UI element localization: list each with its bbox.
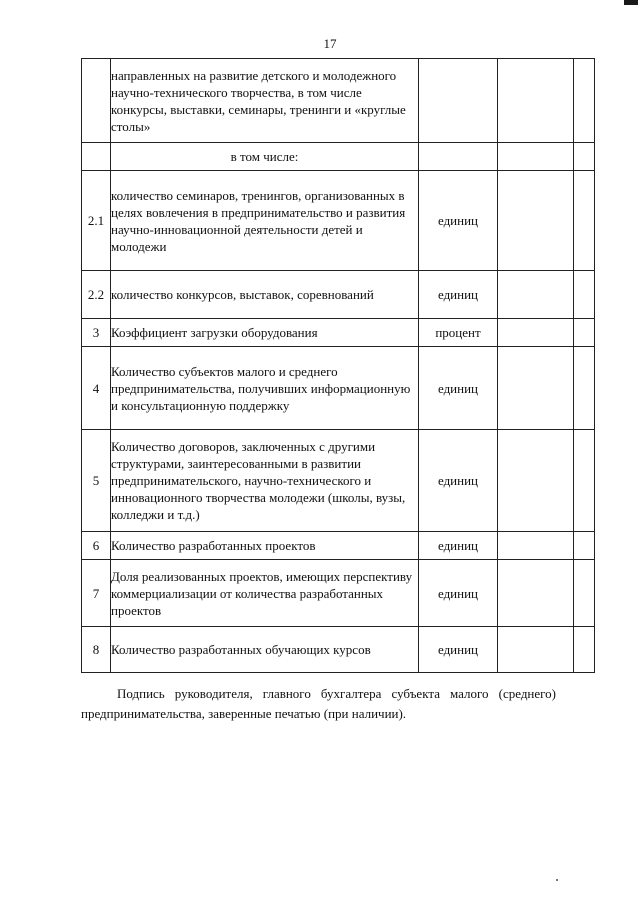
- scan-artifact-dot: [556, 879, 558, 881]
- table-subheader-row: [82, 143, 595, 171]
- row-number-cell: [82, 347, 111, 430]
- value-cell: [574, 532, 595, 560]
- unit-cell: [419, 171, 498, 271]
- value-cell: [498, 59, 574, 143]
- table-row: [82, 560, 595, 627]
- value-cell: [498, 319, 574, 347]
- indicator-name: Доля реализованных проектов, имеющих перспективу коммерциализации от количества разработанных проектов: [111, 568, 413, 618]
- table-row: [82, 532, 595, 560]
- value-cell: [498, 532, 574, 560]
- value-cell: [498, 271, 574, 319]
- unit-label: единиц: [437, 642, 479, 657]
- indicator-name: количество семинаров, тренингов, организованных в целях вовлечения в предпринимательство и развития научно-инновационной деятельности детей и молодежи: [111, 187, 406, 254]
- indicator-name: Количество субъектов малого и среднего предпринимательства, получивших информационную и консультационную поддержку: [111, 363, 411, 413]
- unit-label: единиц: [437, 213, 479, 228]
- unit-label: единиц: [437, 585, 479, 601]
- table-row: [82, 59, 595, 143]
- signature-note: Подпись руководителя, главного бухгалтера субъекта малого (среднего) предпринимательства, заверенные печатью (при наличии).: [81, 686, 556, 721]
- row-number: 8: [92, 642, 100, 657]
- unit-cell: [419, 347, 498, 430]
- row-number-cell: [82, 271, 111, 319]
- row-number-cell: [82, 430, 111, 532]
- value-cell: [574, 347, 595, 430]
- indicator-name: Количество разработанных проектов: [111, 538, 316, 553]
- unit-cell: [419, 532, 498, 560]
- row-number-cell: [82, 319, 111, 347]
- value-cell: [498, 627, 574, 673]
- unit-label: единиц: [437, 287, 479, 302]
- value-cell: [574, 143, 595, 171]
- unit-cell: [419, 143, 498, 171]
- unit-label: процент: [435, 325, 481, 340]
- indicator-name-cell: [111, 627, 419, 673]
- value-cell: [574, 271, 595, 319]
- scan-corner-mark: [624, 0, 638, 5]
- indicator-name-cell: [111, 560, 419, 627]
- value-cell: [574, 319, 595, 347]
- row-number: 2.1: [87, 213, 105, 228]
- unit-cell: [419, 627, 498, 673]
- row-number-cell: [82, 532, 111, 560]
- value-cell: [574, 560, 595, 627]
- value-cell: [574, 59, 595, 143]
- indicator-name-cell: [111, 532, 419, 560]
- table-row: [82, 627, 595, 673]
- value-cell: [498, 143, 574, 171]
- indicator-name-cell: [111, 171, 419, 271]
- page-number: 17: [323, 36, 337, 51]
- unit-cell: [419, 271, 498, 319]
- indicator-name: Количество договоров, заключенных с другими структурами, заинтересованными в развитии предпринимательского, научно-технического и инновационного творчества молодежи (школы, вузы, колледжи и т.д.): [111, 439, 406, 522]
- row-number: 2.2: [87, 287, 105, 302]
- indicator-name: направленных на развитие детского и молодежного научно-технического творчества, в том числе конкурсы, выставки, семинары, тренинги и «круглые столы»: [111, 67, 406, 134]
- row-number-cell: [82, 171, 111, 271]
- indicator-name-cell: [111, 59, 419, 143]
- value-cell: [574, 171, 595, 271]
- indicator-name: Коэффициент загрузки оборудования: [111, 325, 318, 340]
- row-number-cell: [82, 143, 111, 171]
- table-row: [82, 319, 595, 347]
- row-number-cell: [82, 59, 111, 143]
- unit-cell: [419, 59, 498, 143]
- value-cell: [498, 560, 574, 627]
- indicator-name: количество конкурсов, выставок, соревнований: [111, 287, 374, 302]
- indicator-name: Количество разработанных обучающих курсов: [111, 642, 371, 657]
- unit-label: единиц: [437, 380, 479, 396]
- value-cell: [498, 347, 574, 430]
- unit-label: единиц: [437, 473, 479, 488]
- indicator-name-cell: [111, 430, 419, 532]
- row-number: 3: [92, 325, 100, 340]
- indicators-table: [81, 58, 595, 673]
- row-number: 7: [92, 585, 100, 601]
- indicator-name-cell: [111, 347, 419, 430]
- value-cell: [498, 430, 574, 532]
- indicator-name-cell: [111, 319, 419, 347]
- row-number: 4: [92, 380, 100, 396]
- table-row: [82, 430, 595, 532]
- row-number-cell: [82, 627, 111, 673]
- value-cell: [498, 171, 574, 271]
- unit-cell: [419, 430, 498, 532]
- value-cell: [574, 627, 595, 673]
- unit-label: единиц: [437, 538, 479, 553]
- subheader-label: в том числе:: [230, 149, 299, 164]
- unit-cell: [419, 560, 498, 627]
- row-number: 5: [92, 473, 100, 488]
- unit-cell: [419, 319, 498, 347]
- row-number: 6: [92, 538, 100, 553]
- subheader-cell: [111, 143, 419, 171]
- indicator-name-cell: [111, 271, 419, 319]
- table-row: [82, 171, 595, 271]
- row-number-cell: [82, 560, 111, 627]
- table-row: [82, 347, 595, 430]
- table-row: [82, 271, 595, 319]
- value-cell: [574, 430, 595, 532]
